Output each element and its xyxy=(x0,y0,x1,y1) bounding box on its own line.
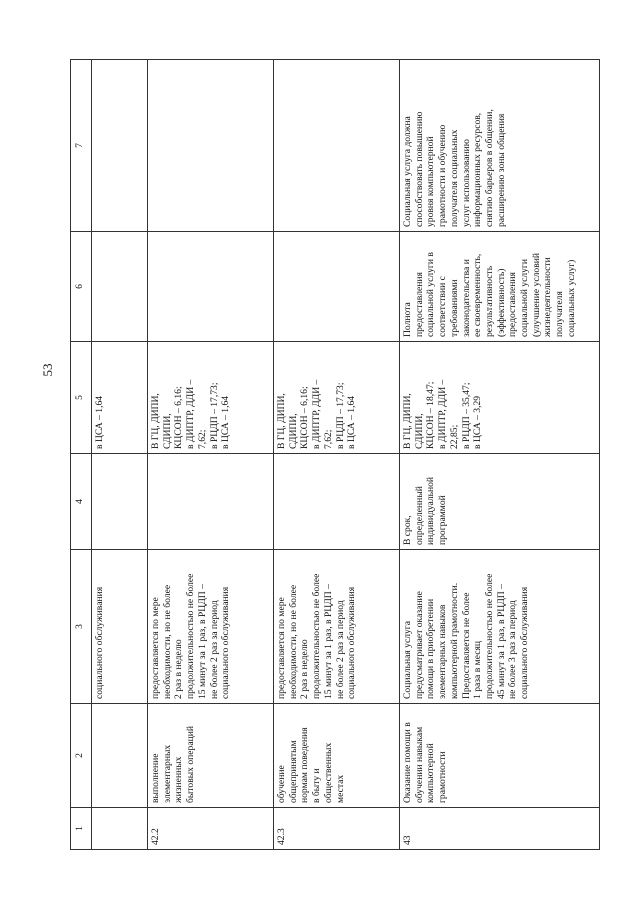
description-cell: предоставляется по мере необходимости, но не более 2 раз в неделю продолжительностью не более 15 минут за 1 раз, в РЦДП – не более 2 раз за период социального обслуживания xyxy=(148,550,274,704)
services-table xyxy=(70,59,600,850)
header-cell-3: 3 xyxy=(71,550,92,704)
conditions-cell: Социальная услуга должна способствовать повышению уровня компьютерной грамотности и обучению получателя социальных услуг использованию информационных ресурсов, снятию барьеров в общении, расширению зоны общения xyxy=(400,60,600,232)
header-row xyxy=(71,60,92,850)
service-name-cell: выполнение элементарных жизненных бытовых операций xyxy=(148,704,274,808)
rotated-page-content xyxy=(70,60,610,850)
service-name-cell: Оказание помощи в обучении навыкам компьютерной грамотности xyxy=(400,704,600,808)
row-number-cell: 43 xyxy=(400,808,600,850)
header-cell-1: 1 xyxy=(71,808,92,850)
quality-indicator-cell xyxy=(92,232,148,342)
tariff-cell: В ГЦ, ДИПИ, СДИПИ, КЦСОН – 18,47; в ДИПТР, ДДИ – 22,85; в РЦДП – 35,47; в ЦСА – 3,29 xyxy=(400,342,600,454)
term-cell xyxy=(274,454,400,550)
header-cell-6: 6 xyxy=(71,232,92,342)
quality-indicator-cell xyxy=(274,232,400,342)
description-cell: предоставляется по мере необходимости, но не более 2 раз в неделю продолжительностью не более 15 минут за 1 раз, в РЦДП – не более 2 раз за период социального обслуживания xyxy=(274,550,400,704)
conditions-cell xyxy=(148,60,274,232)
tariff-cell: В ГЦ, ДИПИ, СДИПИ, КЦСОН – 6,16; в ДИПТР, ДДИ – 7,62; в РЦДП – 17,73; в ЦСА – 1,64 xyxy=(148,342,274,454)
table-row xyxy=(92,60,148,850)
conditions-cell xyxy=(92,60,148,232)
quality-indicator-cell: Полнота предоставления социальной услуги в соответствии с требованиями законодательства и ее своевременность, результативность (эффективность) предоставления социальной услуги (улучшение условий жизнедеятельности получателя социальных услуг) xyxy=(400,232,600,342)
term-cell: В срок, определенный индивидуальной программой xyxy=(400,454,600,550)
table-row xyxy=(400,60,600,850)
page-number: 53 xyxy=(40,363,55,377)
service-name-cell xyxy=(92,704,148,808)
tariff-cell: В ГЦ, ДИПИ, СДИПИ, КЦСОН – 6,16; в ДИПТР, ДДИ – 7,62; в РЦДП – 17,73; в ЦСА – 1,64 xyxy=(274,342,400,454)
term-cell xyxy=(92,454,148,550)
row-number-cell: 42.3 xyxy=(274,808,400,850)
tariff-cell: в ЦСА – 1,64 xyxy=(92,342,148,454)
quality-indicator-cell xyxy=(148,232,274,342)
conditions-cell xyxy=(274,60,400,232)
row-number-cell xyxy=(92,808,148,850)
service-name-cell: обучение общепринятым нормам поведения в быту и общественных местах xyxy=(274,704,400,808)
term-cell xyxy=(148,454,274,550)
table-row xyxy=(148,60,274,850)
row-number-cell: 42.2 xyxy=(148,808,274,850)
header-cell-5: 5 xyxy=(71,342,92,454)
header-cell-4: 4 xyxy=(71,454,92,550)
description-cell: социального обслуживания xyxy=(92,550,148,704)
table-row xyxy=(274,60,400,850)
description-cell: Социальная услуга предусматривает оказание помощи в приобретении элементарных навыков компьютерной грамотности. Предоставляется не более 1 раза в месяц продолжительностью не более 45 минут за 1 раз, в РЦДП – не более 3 раз за период социального обслуживания xyxy=(400,550,600,704)
header-cell-2: 2 xyxy=(71,704,92,808)
header-cell-7: 7 xyxy=(71,60,92,232)
